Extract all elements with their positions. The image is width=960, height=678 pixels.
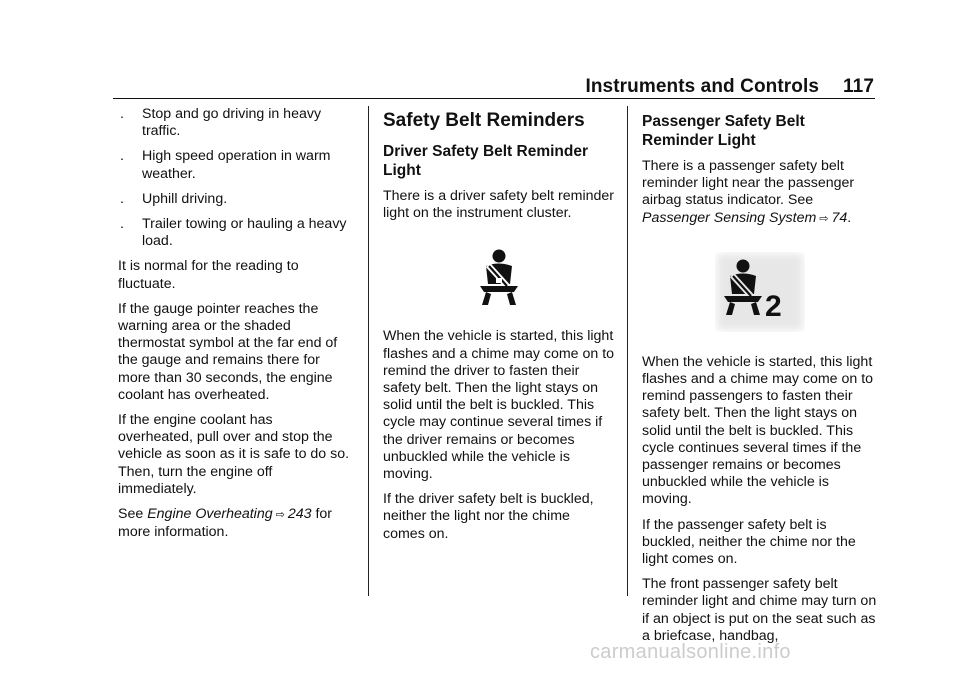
passenger-seatbelt-icon bbox=[715, 252, 805, 332]
paragraph bbox=[642, 158, 878, 228]
bullet-marker: . bbox=[120, 216, 124, 233]
column-left bbox=[118, 106, 350, 549]
list-item bbox=[118, 106, 350, 140]
driver-icon-container bbox=[383, 248, 615, 306]
bullet-marker: . bbox=[120, 148, 124, 165]
intro-end: . bbox=[847, 209, 852, 226]
bullet-text: Stop and go driving in heavy traffic. bbox=[142, 106, 322, 140]
bullet-text: Trailer towing or hauling a heavy load. bbox=[142, 216, 347, 250]
page-reference[interactable]: 243 bbox=[287, 506, 312, 523]
intro-text: There is a passenger safety belt reminder light near the passenger airbag status indicator. See bbox=[642, 158, 855, 209]
column-divider bbox=[368, 106, 369, 596]
list-item bbox=[118, 191, 350, 208]
paragraph: If the driver safety belt is buckled, neither the light nor the chime comes on. bbox=[383, 491, 594, 542]
paragraph: If the engine coolant has overheated, pull over and stop the vehicle as soon as it is safe to do so. Then, turn the engine off immediately. bbox=[118, 412, 350, 497]
paragraph: The front passenger safety belt reminder light and chime may turn on if an object is put on the seat such as a briefcase, handbag, bbox=[642, 576, 877, 644]
passenger-icon-container bbox=[642, 252, 878, 332]
page-header bbox=[585, 76, 874, 98]
header-rule bbox=[113, 98, 875, 99]
column-divider bbox=[627, 106, 628, 596]
bullet-marker: . bbox=[120, 190, 124, 207]
page-reference[interactable]: 74 bbox=[831, 209, 848, 226]
subsection-heading: Passenger Safety Belt Reminder Light bbox=[642, 113, 805, 149]
column-middle bbox=[383, 106, 615, 551]
subsection-heading: Driver Safety Belt Reminder Light bbox=[383, 143, 589, 179]
engine-overheating-link[interactable]: Engine Overheating bbox=[147, 506, 273, 523]
see-prefix: See bbox=[118, 506, 144, 523]
watermark: carmanualsonline.info bbox=[590, 641, 791, 663]
page-number: 117 bbox=[843, 76, 874, 97]
paragraph: If the gauge pointer reaches the warning area or the shaded thermostat symbol at the far end of the gauge and remains there for more than 30 seconds, the engine coolant has overheated. bbox=[118, 300, 338, 403]
list-item bbox=[118, 216, 350, 250]
bullet-text: Uphill driving. bbox=[142, 190, 228, 207]
paragraph: It is normal for the reading to fluctuate. bbox=[118, 258, 299, 292]
see-reference bbox=[118, 506, 350, 541]
column-right bbox=[642, 106, 878, 653]
page-arrow-icon: ⇨ bbox=[275, 509, 285, 522]
seat-number: 2 bbox=[765, 289, 782, 323]
seatbelt-icon bbox=[474, 248, 524, 306]
paragraph: If the passenger safety belt is buckled, neither the chime nor the light comes on. bbox=[642, 516, 856, 568]
bullet-text: High speed operation in warm weather. bbox=[142, 148, 331, 182]
list-item bbox=[118, 148, 350, 182]
bullet-list bbox=[118, 106, 350, 250]
paragraph: There is a driver safety belt reminder light on the instrument cluster. bbox=[383, 188, 615, 222]
section-title: Instruments and Controls bbox=[585, 76, 820, 97]
bullet-marker: . bbox=[120, 106, 124, 122]
passenger-sensing-link[interactable]: Passenger Sensing System bbox=[642, 209, 817, 226]
see-suffix: for more information. bbox=[118, 506, 333, 541]
page-arrow-icon: ⇨ bbox=[819, 212, 829, 225]
paragraph: When the vehicle is started, this light flashes and a chime may come on to remind the driver to fasten their safety belt. Then the light stays on solid until the belt is buckled. This cycle may continue several times if the driver remains or becomes unbuckled while the vehicle is moving. bbox=[383, 328, 615, 483]
section-heading: Safety Belt Reminders bbox=[383, 110, 585, 131]
paragraph: When the vehicle is started, this light flashes and a chime may come on to remind passengers to fasten their safety belt. Then the light stays on solid until the belt is buckled. This cycle continues several times if the passenger remains or becomes unbuckled while the vehicle is moving. bbox=[642, 353, 874, 508]
